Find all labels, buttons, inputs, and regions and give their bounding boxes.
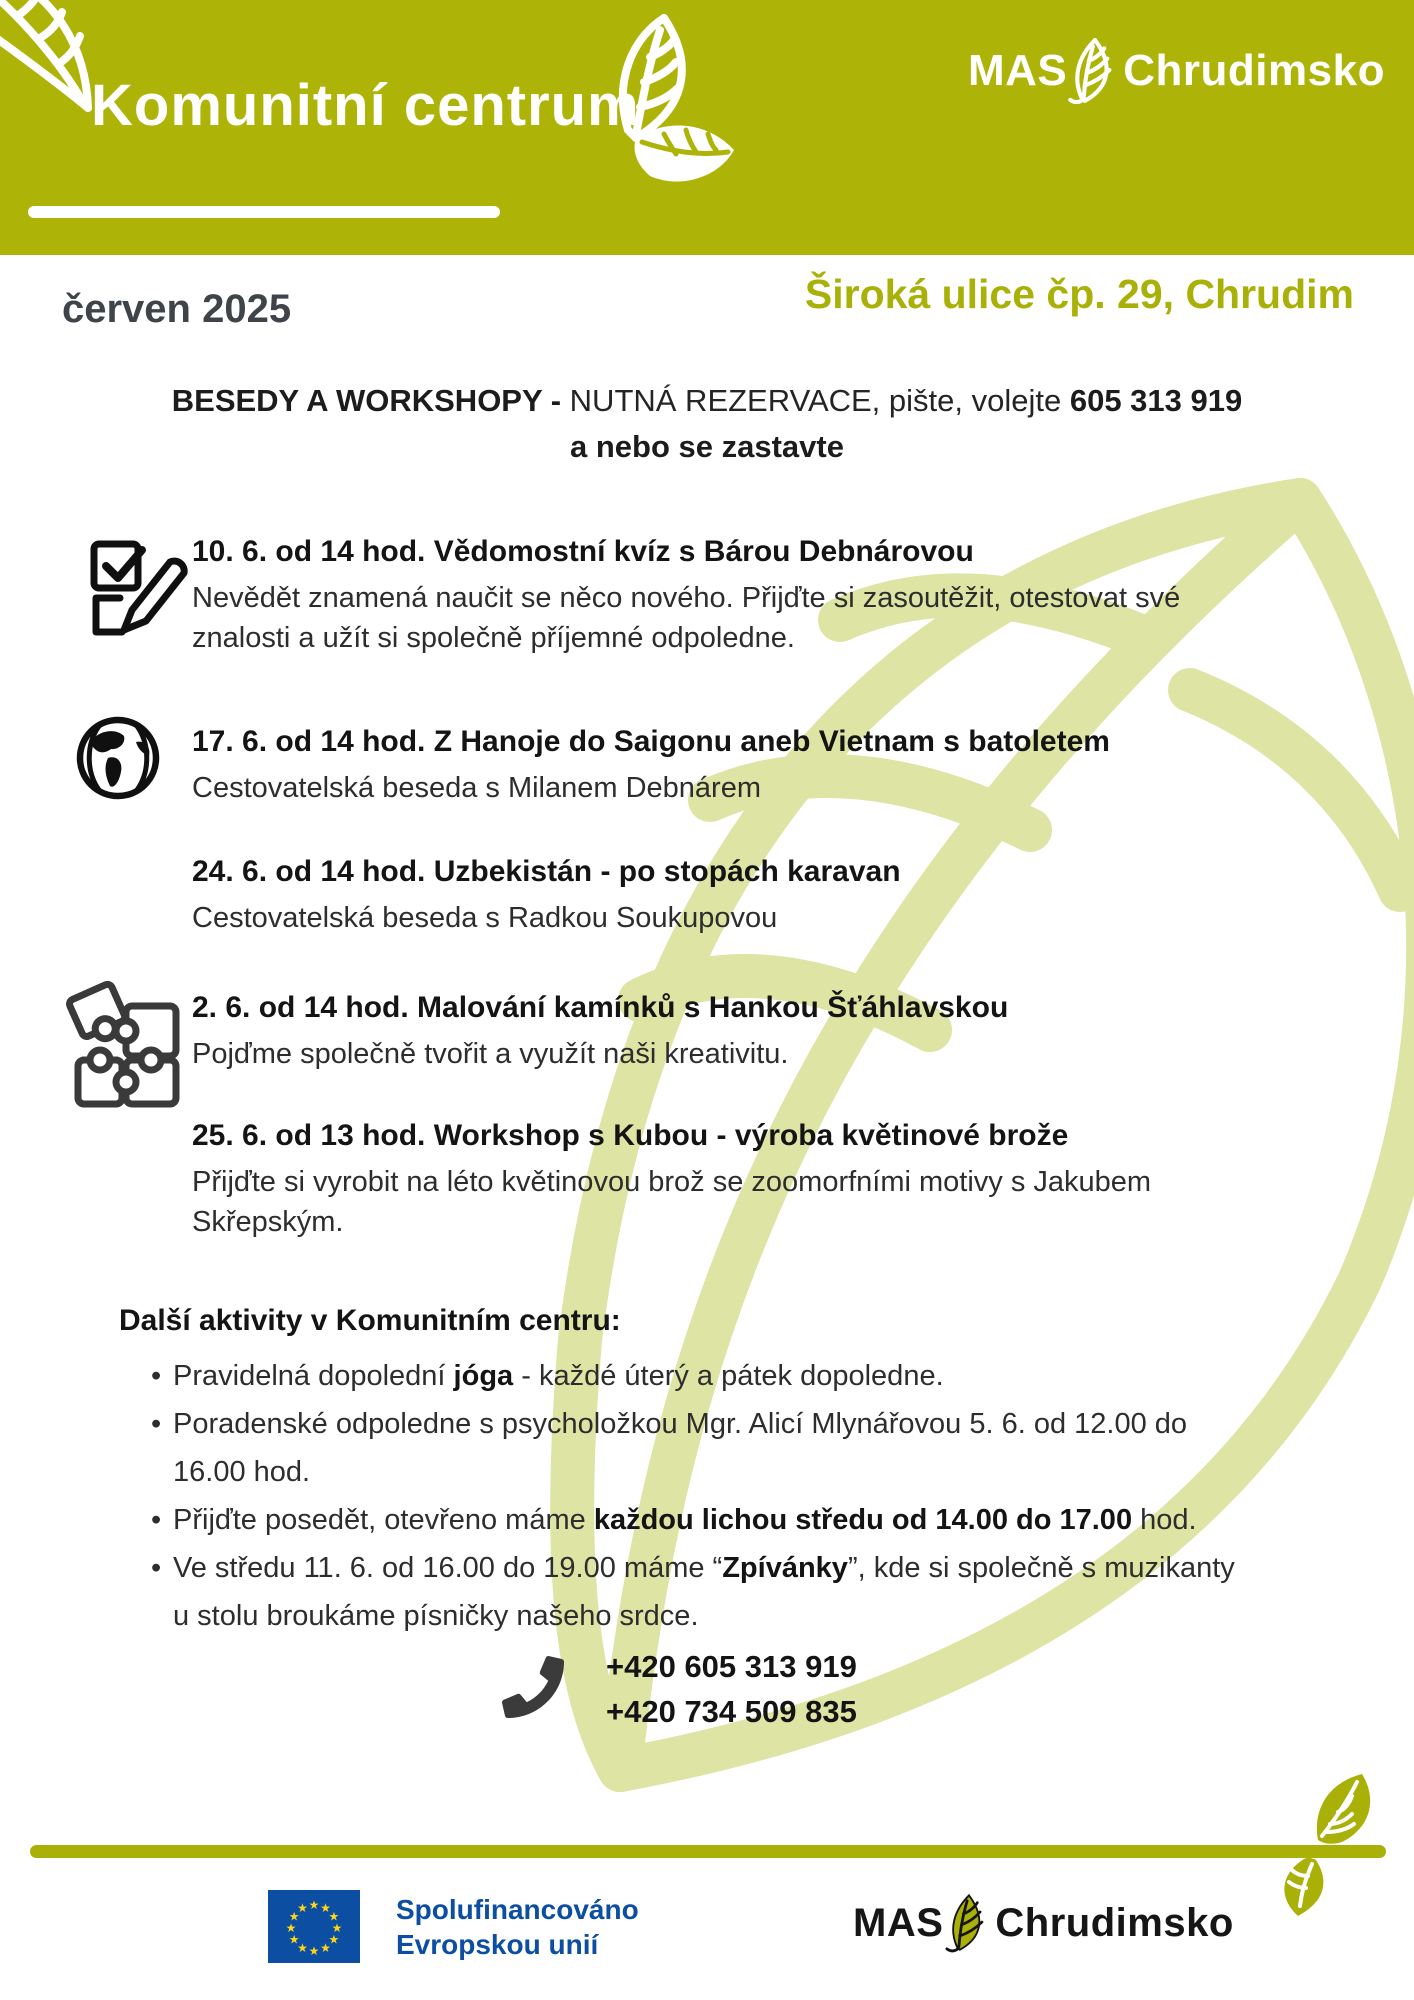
address-label: Široká ulice čp. 29, Chrudim — [804, 271, 1354, 317]
event-description: Cestovatelská beseda s Milanem Debnárem — [192, 772, 761, 804]
contact-block — [0, 1644, 1414, 1734]
header-leaves-icon — [578, 12, 758, 197]
event-row-vietnam — [0, 722, 1414, 808]
eu-flag-icon — [268, 1890, 360, 1963]
globe-icon — [74, 714, 162, 802]
activity-item-open-wednesday: • Přijďte posedět, otevřeno máme každou lichou středu od 14.00 do 17.00 hod. — [151, 1496, 1258, 1544]
checklist-pencil-icon — [86, 530, 190, 638]
brand-chrudimsko-label: Chrudimsko — [1123, 46, 1385, 95]
event-title: 2. 6. od 14 hod. Malování kamínků s Hankou Šťáhlavskou — [192, 991, 1009, 1024]
activity-item-yoga: • Pravidelná dopolední jóga - každé úterý a pátek dopoledne. — [151, 1352, 1258, 1400]
puzzle-icon — [54, 976, 186, 1112]
event-row-painting — [0, 988, 1414, 1074]
event-row-uzbekistan — [0, 852, 1414, 938]
footer-leaves-icon — [1256, 1772, 1396, 1917]
footer-divider — [30, 1845, 1386, 1858]
events-list — [0, 532, 1414, 1242]
footer-brand-logo — [853, 1893, 1234, 1953]
brand-logo — [968, 38, 1385, 104]
event-title: 10. 6. od 14 hod. Vědomostní kvíz s Bárou Debnárovou — [192, 535, 974, 568]
activities-heading: Další aktivity v Komunitním centru: — [119, 1304, 621, 1337]
brand-mas-label: MAS — [968, 46, 1068, 95]
reservation-line2: a nebo se zastavte — [570, 429, 844, 464]
brand-leaf-icon — [1068, 38, 1122, 104]
event-description: Nevědět znamená naučit se něco nového. Přijďte si zasoutěžit, otestovat své znalosti a užít si společně příjemné odpoledne. — [192, 582, 1181, 654]
event-description: Pojďme společně tvořit a využít naši kreativitu. — [192, 1038, 789, 1070]
svg-text:★: ★ — [288, 1932, 300, 1947]
svg-text:★: ★ — [285, 1921, 297, 1935]
event-description: Přijďte si vyrobit na léto květinovou brož se zoomorfními motivy s Jakubem Skřepským. — [192, 1166, 1152, 1238]
svg-text:★: ★ — [328, 1909, 340, 1924]
svg-text:★: ★ — [320, 1940, 331, 1955]
meta-row — [0, 255, 1414, 332]
month-label: červen 2025 — [62, 287, 292, 331]
svg-text:★: ★ — [288, 1909, 300, 1924]
svg-text:★: ★ — [320, 1901, 331, 1916]
event-title: 17. 6. od 14 hod. Z Hanoje do Saigonu aneb Vietnam s batoletem — [192, 725, 1110, 758]
activities-section — [0, 1304, 1414, 1640]
phone-number-2: +420 734 509 835 — [606, 1694, 857, 1729]
eu-funding-logo — [268, 1890, 639, 1963]
eu-credit-line1: Spolufinancováno — [396, 1893, 639, 1925]
event-row-quiz — [0, 532, 1414, 658]
svg-text:★: ★ — [308, 1944, 320, 1958]
reservation-note — [0, 378, 1414, 470]
activities-list — [119, 1352, 1414, 1640]
phone-number-1: +420 605 313 919 — [606, 1649, 857, 1684]
svg-text:★: ★ — [308, 1898, 320, 1912]
footer-brand-leaf-icon — [945, 1893, 993, 1953]
svg-text:★: ★ — [331, 1921, 343, 1935]
title-underline — [28, 206, 500, 218]
header-band — [0, 0, 1414, 255]
activity-item-psychologist: • Poradenské odpoledne s psycholožkou Mgr. Alicí Mlynářovou 5. 6. od 12.00 do 16.00 hod. — [151, 1400, 1258, 1496]
event-title: 24. 6. od 14 hod. Uzbekistán - po stopách karavan — [192, 855, 901, 888]
page-title: Komunitní centrum — [91, 73, 640, 138]
svg-text:★: ★ — [328, 1932, 340, 1947]
footer-brand-mas-label: MAS — [853, 1900, 944, 1945]
event-row-brooch — [0, 1116, 1414, 1242]
svg-text:★: ★ — [297, 1940, 308, 1955]
phone-icon — [502, 1656, 564, 1723]
eu-credit-line2: Evropskou unií — [396, 1928, 599, 1960]
activity-item-singing: • Ve středu 11. 6. od 16.00 do 19.00 máme “Zpívánky”, kde si společně s muzikanty u stolu broukáme písničky našeho srdce. — [151, 1544, 1258, 1640]
reservation-line1: BESEDY A WORKSHOPY - NUTNÁ REZERVACE, pište, volejte 605 313 919 — [171, 383, 1243, 418]
footer-brand-chrudimsko-label: Chrudimsko — [995, 1900, 1234, 1945]
event-description: Cestovatelská beseda s Radkou Soukupovou — [192, 902, 778, 934]
event-title: 25. 6. od 13 hod. Workshop s Kubou - výroba květinové brože — [192, 1119, 1069, 1152]
svg-text:★: ★ — [297, 1901, 308, 1916]
